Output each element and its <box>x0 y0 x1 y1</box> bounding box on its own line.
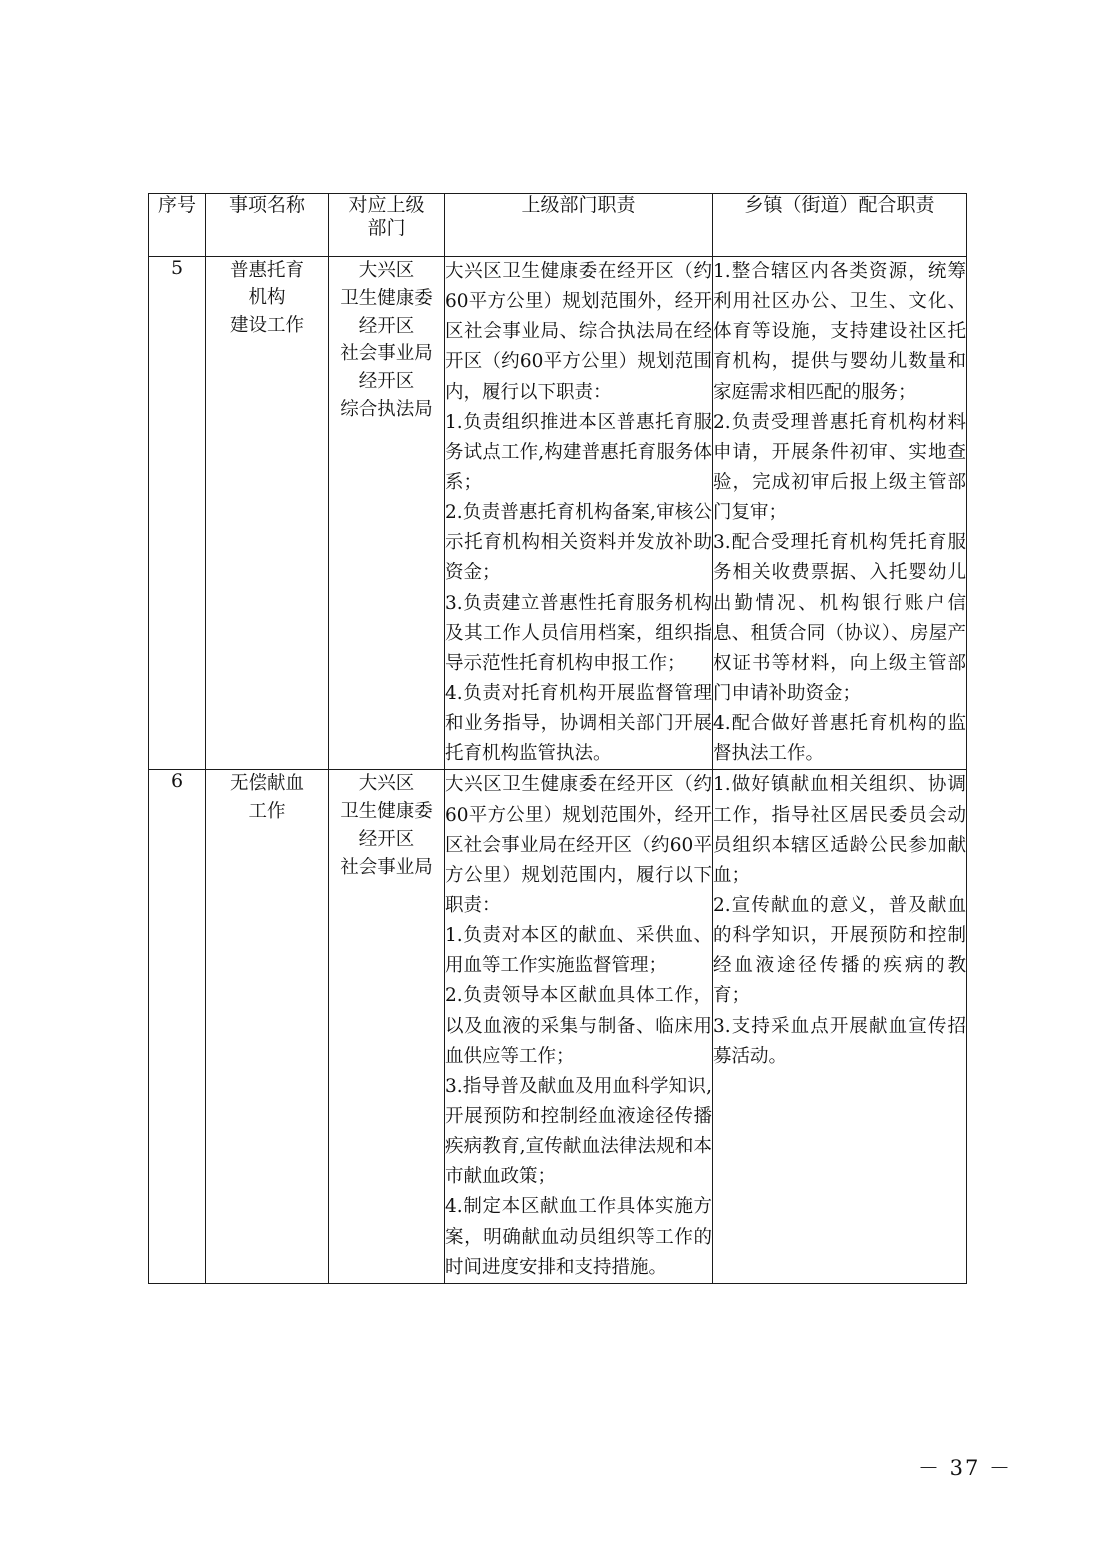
column-header-item-name: 事项名称 <box>206 194 329 257</box>
table-row <box>149 770 967 1283</box>
page-number-text: － 37 － <box>917 1456 1013 1480</box>
responsibility-table-container <box>148 193 966 1284</box>
responsibility-table <box>148 193 967 1284</box>
cell-upper-dept: 大兴区 卫生健康委 经开区 社会事业局 <box>329 770 445 1283</box>
cell-seq: 6 <box>149 770 206 1283</box>
cell-upper-duty: 大兴区卫生健康委在经开区（约60平方公里）规划范围外，经开区社会事业局在经开区（约60平方公里）规划范围内，履行以下职责： 1.负责对本区的献血、采供血、用血等工作实施监督管理； 2.负责领导本区献血具体工作，以及血液的采集与制备、临床用血供应等工作； 3.指导普及献血及用血科学知识,开展预防和控制经血液途径传播疾病教育,宣传献血法律法规和本市献血政策； 4.制定本区献血工作具体实施方案，明确献血动员组织等工作的时间进度安排和支持措施。 <box>445 770 713 1283</box>
cell-upper-dept: 大兴区 卫生健康委 经开区 社会事业局 经开区 综合执法局 <box>329 257 445 770</box>
table-row <box>149 257 967 770</box>
cell-seq: 5 <box>149 257 206 770</box>
table-header-row <box>149 194 967 257</box>
column-header-upper-duty: 上级部门职责 <box>445 194 713 257</box>
page-number <box>0 1452 1102 1482</box>
column-header-upper-dept: 对应上级 部门 <box>329 194 445 257</box>
cell-upper-duty: 大兴区卫生健康委在经开区（约60平方公里）规划范围外，经开区社会事业局、综合执法局在经开区（约60平方公里）规划范围内，履行以下职责： 1.负责组织推进本区普惠托育服务试点工作,构建普惠托育服务体系； 2.负责普惠托育机构备案,审核公示托育机构相关资料并发放补助资金； 3.负责建立普惠性托育服务机构及其工作人员信用档案，组织指导示范性托育机构申报工作； 4.负责对托育机构开展监督管理和业务指导，协调相关部门开展托育机构监管执法。 <box>445 257 713 770</box>
cell-item-name: 普惠托育 机构 建设工作 <box>206 257 329 770</box>
cell-township-duty: 1.做好镇献血相关组织、协调工作，指导社区居民委员会动员组织本辖区适龄公民参加献血； 2.宣传献血的意义，普及献血的科学知识，开展预防和控制经血液途径传播的疾病的教育； 3.支持采血点开展献血宣传招募活动。 <box>713 770 967 1283</box>
column-header-seq: 序号 <box>149 194 206 257</box>
column-header-township-duty: 乡镇（街道）配合职责 <box>713 194 967 257</box>
cell-township-duty: 1.整合辖区内各类资源，统筹利用社区办公、卫生、文化、体育等设施，支持建设社区托育机构，提供与婴幼儿数量和家庭需求相匹配的服务； 2.负责受理普惠托育机构材料申请，开展条件初审、实地查验，完成初审后报上级主管部门复审； 3.配合受理托育机构凭托育服务相关收费票据、入托婴幼儿出勤情况、机构银行账户信息、租赁合同（协议）、房屋产权证书等材料，向上级主管部门申请补助资金； 4.配合做好普惠托育机构的监督执法工作。 <box>713 257 967 770</box>
cell-item-name: 无偿献血 工作 <box>206 770 329 1283</box>
